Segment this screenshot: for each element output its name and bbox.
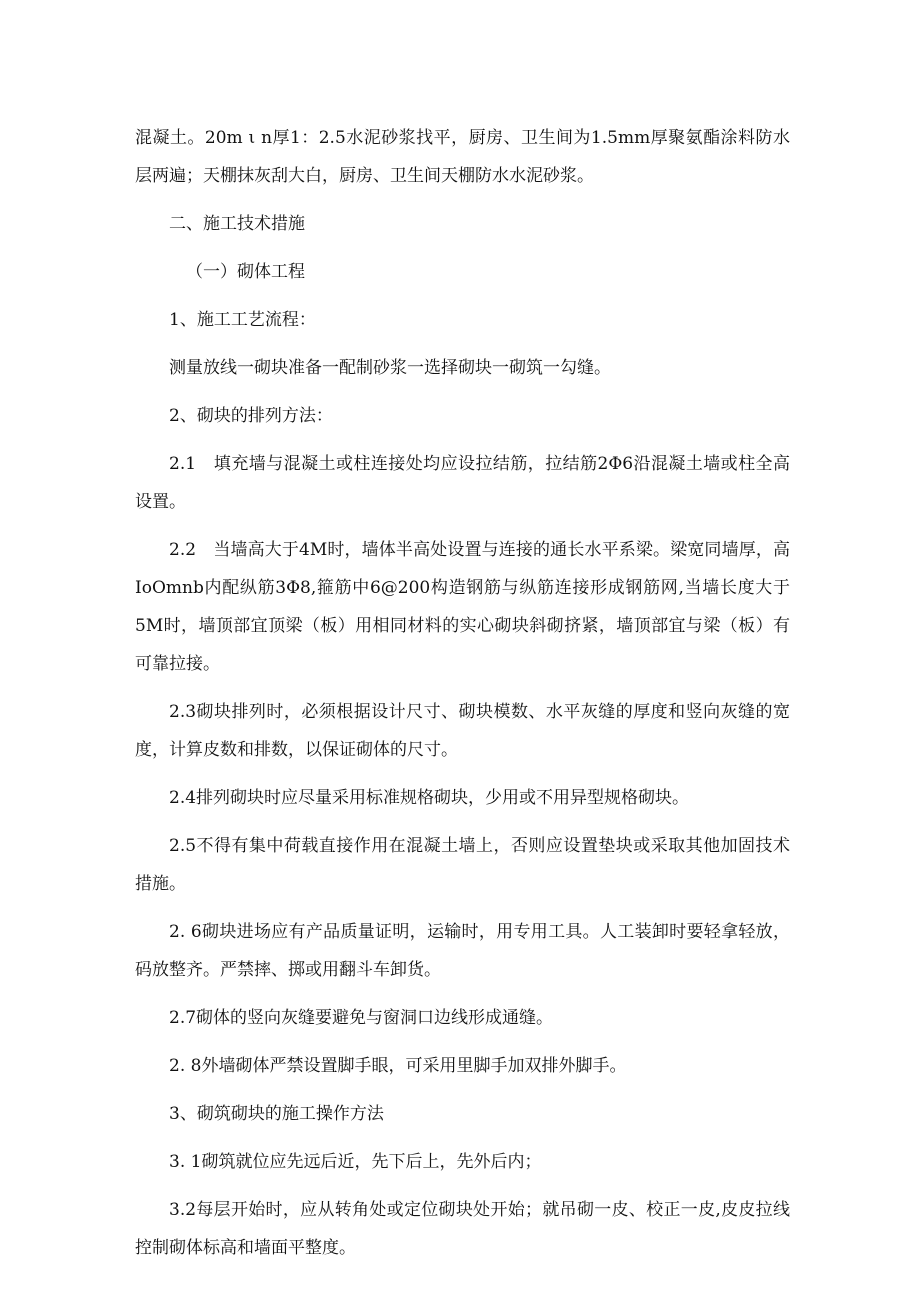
paragraph: 2.2 当墙高大于4M时，墙体半高处设置与连接的通长水平系梁。梁宽同墙厚，高IoOmnb内配纵筋3Φ8,箍筋中6@200构造钢筋与纵筋连接形成钢筋网,当墙长度大于5M时，墙顶部宜顶梁（板）用相同材料的实心砌块斜砌挤紧，墙顶部宜与梁（板）有可靠拉接。 [135, 540, 790, 674]
paragraph: 2.5不得有集中荷载直接作用在混凝土墙上，否则应设置垫块或采取其他加固技术措施。 [135, 836, 790, 894]
paragraph: 2. 6砌块进场应有产品质量证明，运输时，用专用工具。人工装卸时要轻拿轻放，码放整齐。严禁摔、掷或用翻斗车卸货。 [135, 922, 790, 980]
paragraph: 2.1 填充墙与混凝土或柱连接处均应设拉结筋，拉结筋2Φ6沿混凝土墙或柱全高设置。 [135, 454, 790, 512]
paragraph: 2.3砌块排列时，必须根据设计尺寸、砌块模数、水平灰缝的厚度和竖向灰缝的宽度，计算皮数和排数，以保证砌体的尺寸。 [135, 702, 790, 760]
paragraph: 2. 8外墙砌体严禁设置脚手眼，可采用里脚手加双排外脚手。 [169, 1056, 627, 1076]
item-heading: 2、砌块的排列方法： [169, 406, 333, 426]
paragraph: 2.4排列砌块时应尽量采用标准规格砌块，少用或不用异型规格砌块。 [169, 788, 690, 808]
paragraph: 3.2每层开始时，应从转角处或定位砌块处开始；就吊砌一皮、校正一皮,皮皮拉线控制砌体标高和墙面平整度。 [135, 1200, 790, 1258]
paragraph: 2.7砌体的竖向灰缝要避免与窗洞口边线形成通缝。 [169, 1008, 554, 1028]
item-heading: 1、施工工艺流程： [169, 310, 316, 330]
section-heading: 二、施工技术措施 [169, 214, 305, 234]
item-heading: 3、砌筑砌块的施工操作方法 [169, 1104, 384, 1124]
document-body [135, 119, 790, 1267]
paragraph: 测量放线一砌块准备一配制砂浆一选择砌块一砌筑一勾缝。 [169, 358, 611, 378]
paragraph: 3. 1砌筑就位应先远后近，先下后上，先外后内； [169, 1152, 542, 1172]
subsection-heading: （一）砌体工程 [186, 262, 305, 282]
paragraph-continuation: 混凝土。20m ι n厚1：2.5水泥砂浆找平，厨房、卫生间为1.5mm厚聚氨酯涂料防水层两遍；天棚抹灰刮大白，厨房、卫生间天棚防水水泥砂浆。 [135, 128, 790, 186]
